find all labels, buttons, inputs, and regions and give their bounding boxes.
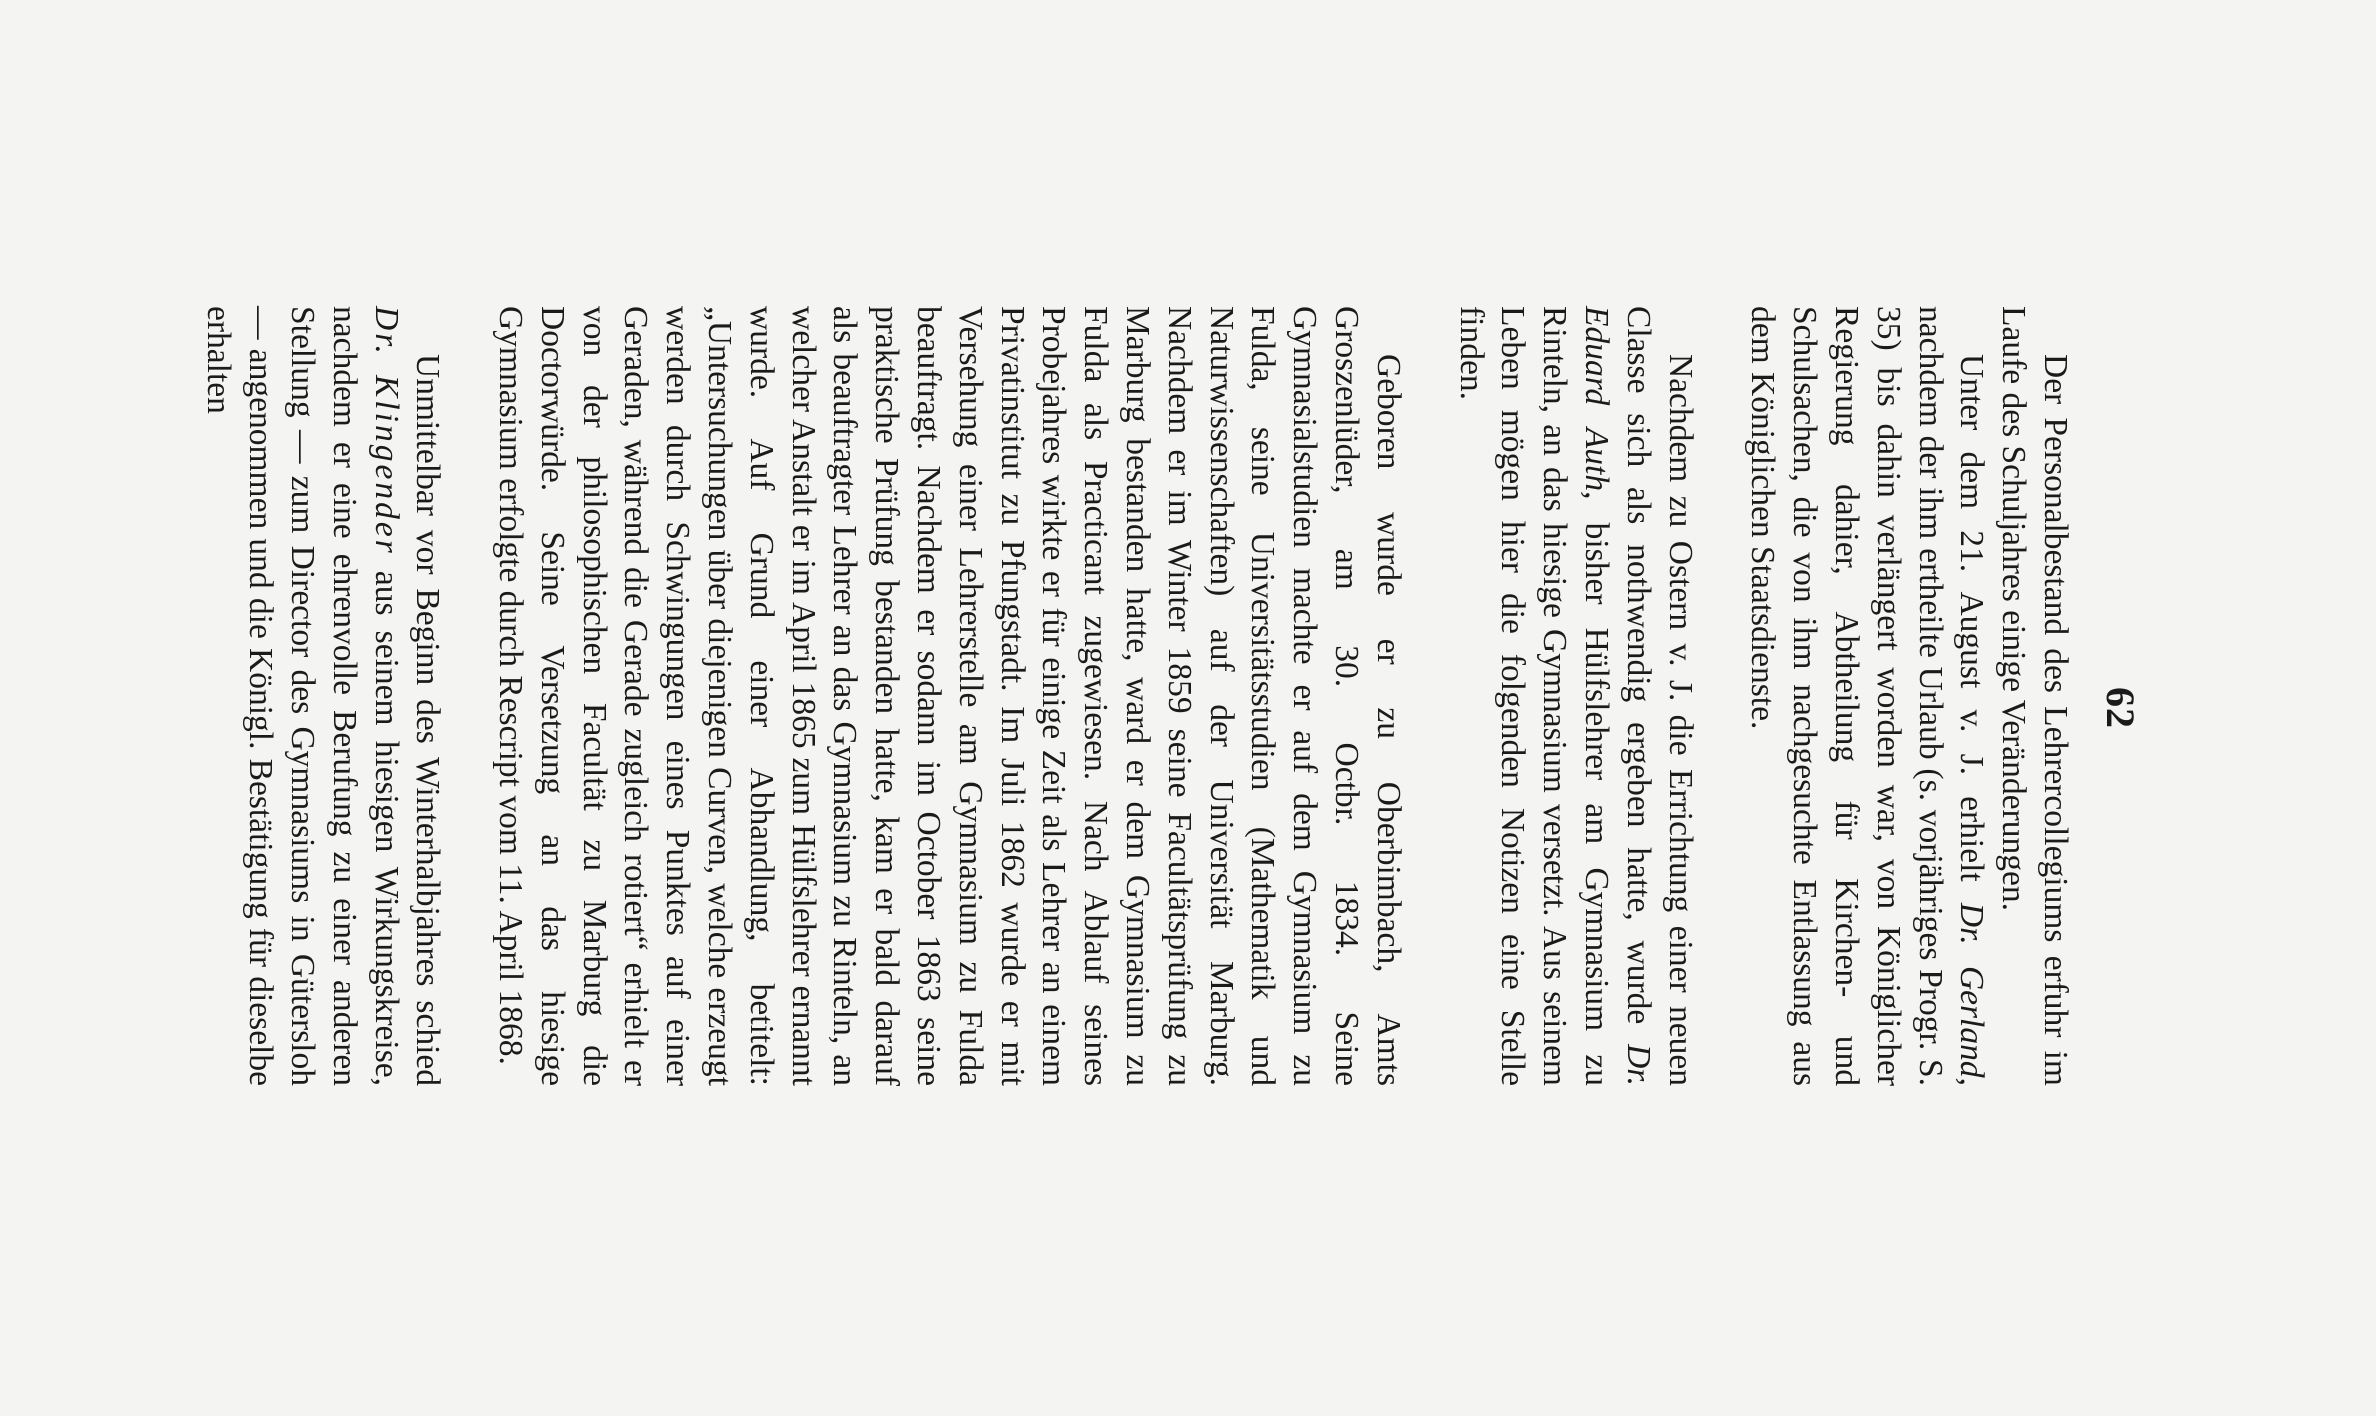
- text-run: Unmittelbar vor Beginn des Winterhalbjahres schied: [409, 354, 447, 1086]
- page-number: 62: [2098, 687, 2143, 729]
- body-text: [198, 306, 2076, 1086]
- emphasized-name: Dr. Klingender: [367, 306, 405, 556]
- paragraph-auth-transfer: [1450, 306, 1701, 1086]
- text-run: Nachdem zu Ostern v. J. die Errichtung einer neuen Classe sich als nothwendig ergeben hatte, wurde: [1619, 306, 1699, 1086]
- paragraph-gerland: [1742, 306, 1993, 1086]
- text-run: Der Personalbestand des Lehrercollegiums erfuhr im Laufe des Schuljahres einige Veränderungen.: [1995, 306, 2074, 1086]
- text-run: , bisher Hülfslehrer am Gymnasium zu Rinteln, an das hiesige Gymnasium versetzt. Aus seinem Leben mögen hier die folgenden Notizen eine Stelle finden.: [1452, 306, 1616, 1086]
- paragraph-auth-biography: [489, 306, 1409, 1086]
- paragraph-klingender: [198, 306, 449, 1086]
- text-run: aus seinem hiesigen Wirkungskreise, nachdem er eine ehrenvolle Berufung zu einer anderen Stellung — zum Director des Gymnasiums in Gütersloh — angenommen und die Königl. Bestätigung für dieselbe erhalten: [200, 306, 405, 1086]
- paragraph-staff-changes: [1992, 306, 2076, 1086]
- text-run: , nachdem der ihm ertheilte Urlaub (s. vorjähriges Progr. S. 35) bis dahin verlängert worden war, von Königlicher Regierung dahier, Abtheilung für Kirchen- und Schulsachen, die von ihm nachgesuchte Entlassung aus dem Königlichen Staatsdienste.: [1744, 306, 1991, 1086]
- text-run: Geboren wurde er zu Oberbimbach, Amts Groszenlüder, am 30. Octbr. 1834. Seine Gymnasialstudien machte er auf dem Gymnasium zu Fulda, seine Universitätsstudien (Mathematik und Naturwissenschaften) auf der Universität Marburg. Nachdem er im Winter 1859 seine Facultätsprüfung zu Marburg bestanden hatte, ward er dem Gymnasium zu Fulda als Practicant zugewiesen. Nach Ablauf seines Probejahres wirkte er für einige Zeit als Lehrer an einem Privatinstitut zu Pfungstadt. Im Juli 1862 wurde er mit Versehung einer Lehrerstelle am Gymnasium zu Fulda beauftragt. Nachdem er sodann im October 1863 seine praktische Prüfung bestanden hatte, kam er bald darauf als beauftragter Lehrer an das Gymnasium zu Rinteln, an welcher Anstalt er im April 1865 zum Hülfslehrer ernannt wurde. Auf Grund einer Abhandlung, betitelt: „Untersuchungen über diejenigen Curven, welche erzeugt werden durch Schwingungen eines Punktes auf einer Geraden, während die Gerade zugleich rotiert“ erhielt er von der philosophischen Facultät zu Marburg die Doctorwürde. Seine Versetzung an das hiesige Gymnasium erfolgte durch Rescript vom 11. April 1868.: [492, 306, 1407, 1086]
- emphasized-name: Dr. Gerland: [1953, 902, 1991, 1078]
- emphasized-name: Dr. Eduard Auth: [1578, 306, 1657, 1086]
- text-run: Unter dem 21. August v. J. erhielt: [1953, 354, 1991, 903]
